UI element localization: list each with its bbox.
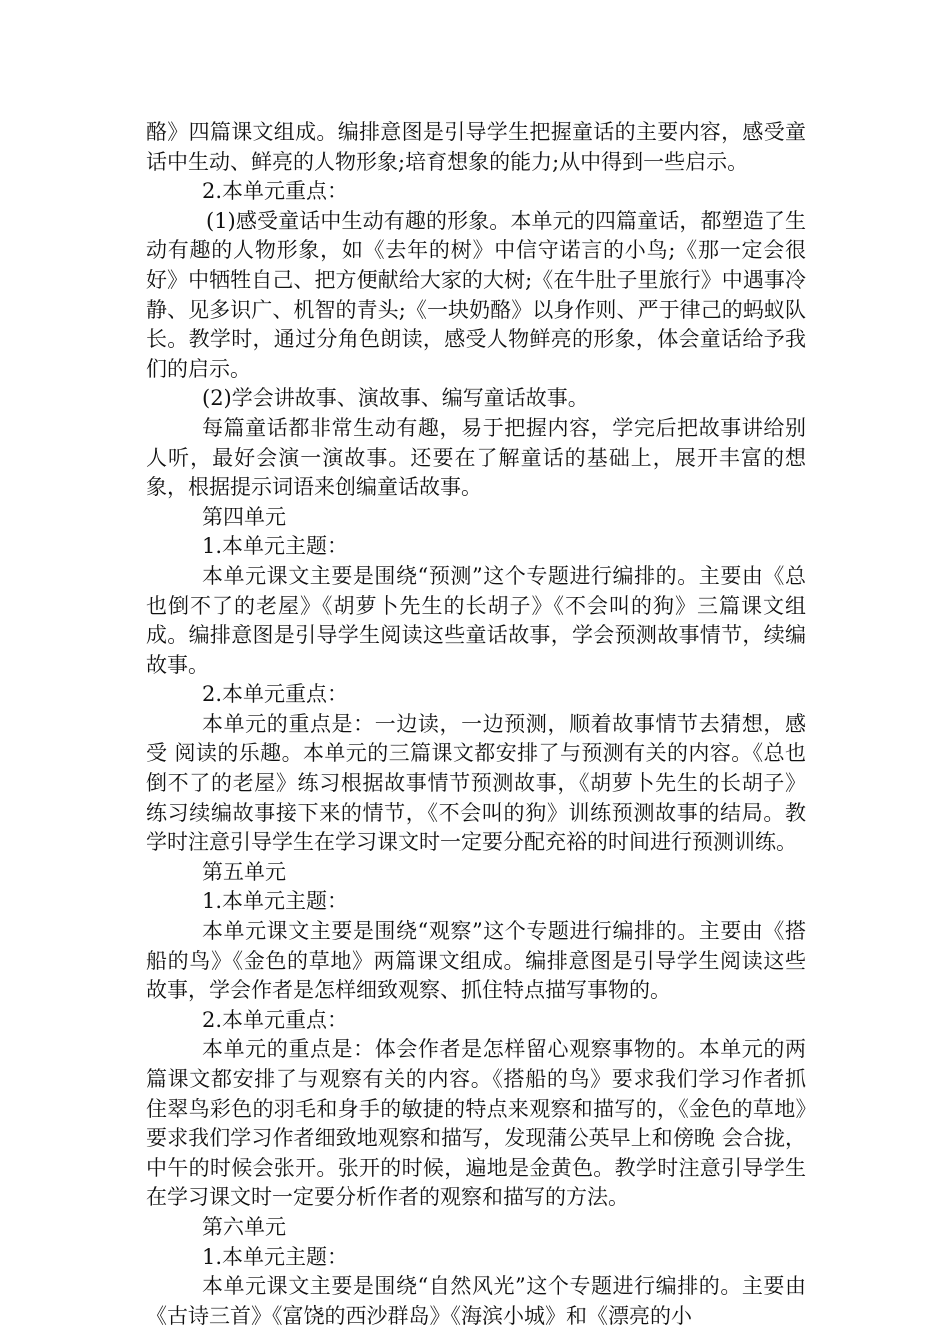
paragraph: 本单元的重点是：一边读，一边预测，顺着故事情节去猜想，感受 阅读的乐趣。本单元的三篇课文都安排了与预测有关的内容。《总也倒不了的老屋》练习根据故事情节预测故事，《胡萝卜先生的长胡子》练习续编故事接下来的情节，《不会叫的狗》训练预测故事的结局。教学时注意引导学生在学习课文时一定要分配充裕的时间进行预测训练。 xyxy=(146,711,806,855)
section-heading: 1.本单元主题： xyxy=(202,534,349,559)
section-heading: 1.本单元主题： xyxy=(202,1244,349,1269)
unit-heading: 第六单元 xyxy=(202,1214,286,1239)
paragraph: 本单元的重点是：体会作者是怎样留心观察事物的。本单元的两篇课文都安排了与观察有关的内容。《搭船的鸟》要求我们学习作者抓住翠鸟彩色的羽毛和身手的敏捷的特点来观察和描写的，《金色的草地》要求我们学习作者细致地观察和描写，发现蒲公英早上和傍晚 会合拢，中午的时候会张开。张开的时候，遍地是金黄色。教学时注意引导学生在学习课文时一定要分析作者的观察和描写的方法。 xyxy=(146,1037,806,1210)
paragraph: (2)学会讲故事、演故事、编写童话故事。 xyxy=(202,386,589,411)
unit-heading: 第四单元 xyxy=(202,504,286,529)
paragraph: (1)感受童话中生动有趣的形象。本单元的四篇童话，都塑造了生动有趣的人物形象，如《去年的树》中信守诺言的小鸟;《那一定会很好》中牺牲自己、把方便献给大家的大树;《在牛肚子里旅行》中遇事冷静、见多识广、机智的青头;《一块奶酪》以身作则、严于律己的蚂蚁队长。教学时，通过分角色朗读，感受人物鲜亮的形象，体会童话给予我们的启示。 xyxy=(146,208,806,381)
paragraph: 本单元课文主要是围绕“观察”这个专题进行编排的。主要由《搭船的鸟》《金色的草地》两篇课文组成。编排意图是引导学生阅读这些故事，学会作者是怎样细致观察、抓住特点描写事物的。 xyxy=(146,919,806,1003)
section-heading: 2.本单元重点： xyxy=(202,1007,349,1032)
section-heading: 2.本单元重点： xyxy=(202,179,349,204)
unit-heading: 第五单元 xyxy=(202,859,286,884)
section-heading: 1.本单元主题： xyxy=(202,889,349,914)
paragraph: 酪》四篇课文组成。编排意图是引导学生把握童话的主要内容，感受童话中生动、鲜亮的人物形象;培育想象的能力;从中得到一些启示。 xyxy=(146,120,806,174)
paragraph: 本单元课文主要是围绕“预测”这个专题进行编排的。主要由《总也倒不了的老屋》《胡萝卜先生的长胡子》《不会叫的狗》三篇课文组成。编排意图是引导学生阅读这些童话故事，学会预测故事情节，续编故事。 xyxy=(146,563,806,677)
paragraph: 每篇童话都非常生动有趣，易于把握内容，学完后把故事讲给别人听，最好会演一演故事。还要在了解童话的基础上，展开丰富的想象，根据提示词语来创编童话故事。 xyxy=(146,415,806,500)
paragraph: 本单元课文主要是围绕“自然风光”这个专题进行编排的。主要由《古诗三首》《富饶的西沙群岛》《海滨小城》和《漂亮的小 xyxy=(146,1274,806,1328)
section-heading: 2.本单元重点： xyxy=(202,682,349,707)
document-page xyxy=(146,118,806,1331)
